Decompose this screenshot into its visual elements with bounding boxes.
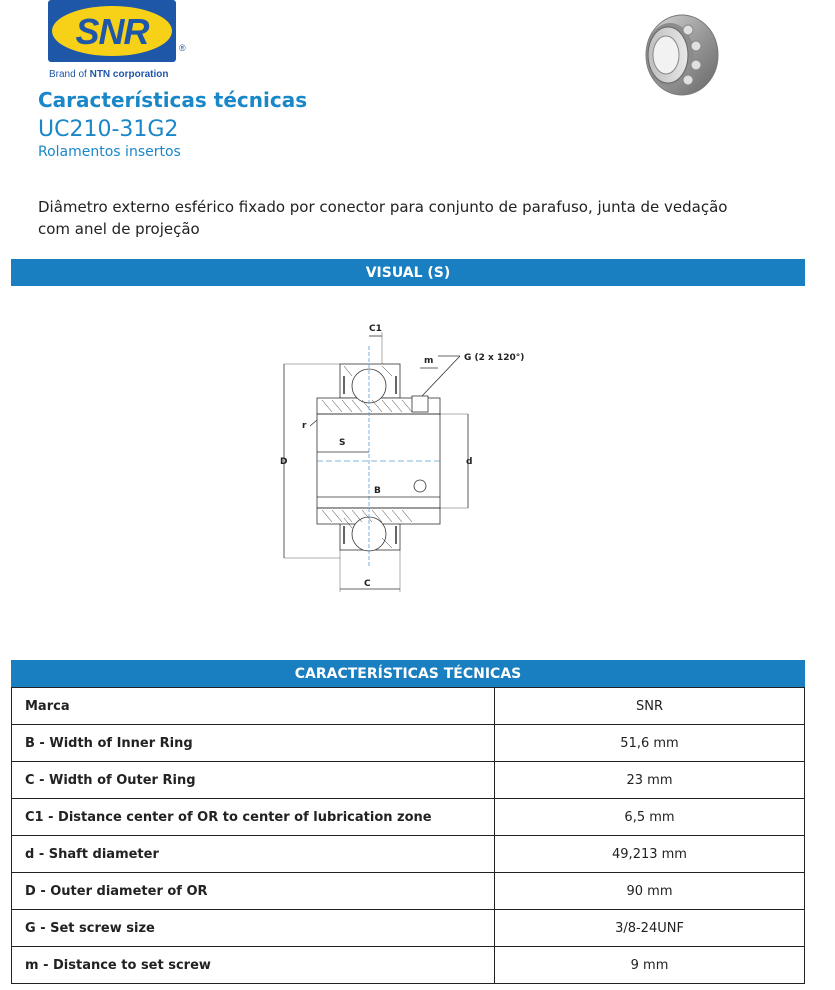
table-row — [12, 873, 805, 910]
label-m: m — [424, 356, 434, 366]
snr-logo — [48, 0, 193, 82]
label-C: C — [364, 579, 371, 589]
product-category: Rolamentos insertos — [38, 144, 181, 160]
spec-value: 6,5 mm — [495, 799, 805, 836]
spec-value: 49,213 mm — [495, 836, 805, 873]
spec-label: d - Shaft diameter — [12, 836, 495, 873]
spec-label: C - Width of Outer Ring — [12, 762, 495, 799]
logo-text: SNR — [75, 11, 149, 52]
spec-label: D - Outer diameter of OR — [12, 873, 495, 910]
label-g: G (2 x 120°) — [464, 353, 525, 363]
spec-value: 51,6 mm — [495, 725, 805, 762]
specs-section-header: CARACTERÍSTICAS TÉCNICAS — [11, 660, 805, 687]
product-bearing-image — [638, 12, 722, 98]
product-description: Diâmetro externo esférico fixado por conector para conjunto de parafuso, junta de vedação com anel de projeção — [38, 198, 728, 238]
table-row — [12, 836, 805, 873]
logo-sub-corp: NTN corporation — [89, 69, 169, 80]
spec-value: 23 mm — [495, 762, 805, 799]
spec-label: m - Distance to set screw — [12, 947, 495, 984]
logo-sub-prefix: Brand of — [49, 69, 90, 80]
label-D: D — [280, 457, 288, 467]
table-row — [12, 910, 805, 947]
spec-value: 3/8-24UNF — [495, 910, 805, 947]
label-s: S — [339, 438, 346, 448]
product-model: UC210-31G2 — [38, 117, 179, 142]
table-row — [12, 947, 805, 984]
spec-label: G - Set screw size — [12, 910, 495, 947]
table-row — [12, 725, 805, 762]
spec-value: SNR — [495, 688, 805, 725]
spec-label: Marca — [12, 688, 495, 725]
specs-table — [11, 687, 805, 984]
label-c1: C1 — [369, 324, 382, 334]
table-row — [12, 688, 805, 725]
spec-label: B - Width of Inner Ring — [12, 725, 495, 762]
spec-value: 9 mm — [495, 947, 805, 984]
visual-section-header: VISUAL (S) — [11, 259, 805, 286]
page-title: Características técnicas — [38, 88, 308, 112]
specs-table-body — [12, 688, 805, 984]
label-r: r — [302, 421, 307, 431]
logo-subtitle — [49, 69, 168, 80]
spec-label: C1 - Distance center of OR to center of lubrication zone — [12, 799, 495, 836]
table-row — [12, 799, 805, 836]
registered-mark: ® — [179, 43, 186, 53]
label-d: d — [466, 457, 473, 467]
table-row — [12, 762, 805, 799]
label-B: B — [374, 486, 381, 496]
technical-drawing — [272, 316, 532, 596]
spec-value: 90 mm — [495, 873, 805, 910]
